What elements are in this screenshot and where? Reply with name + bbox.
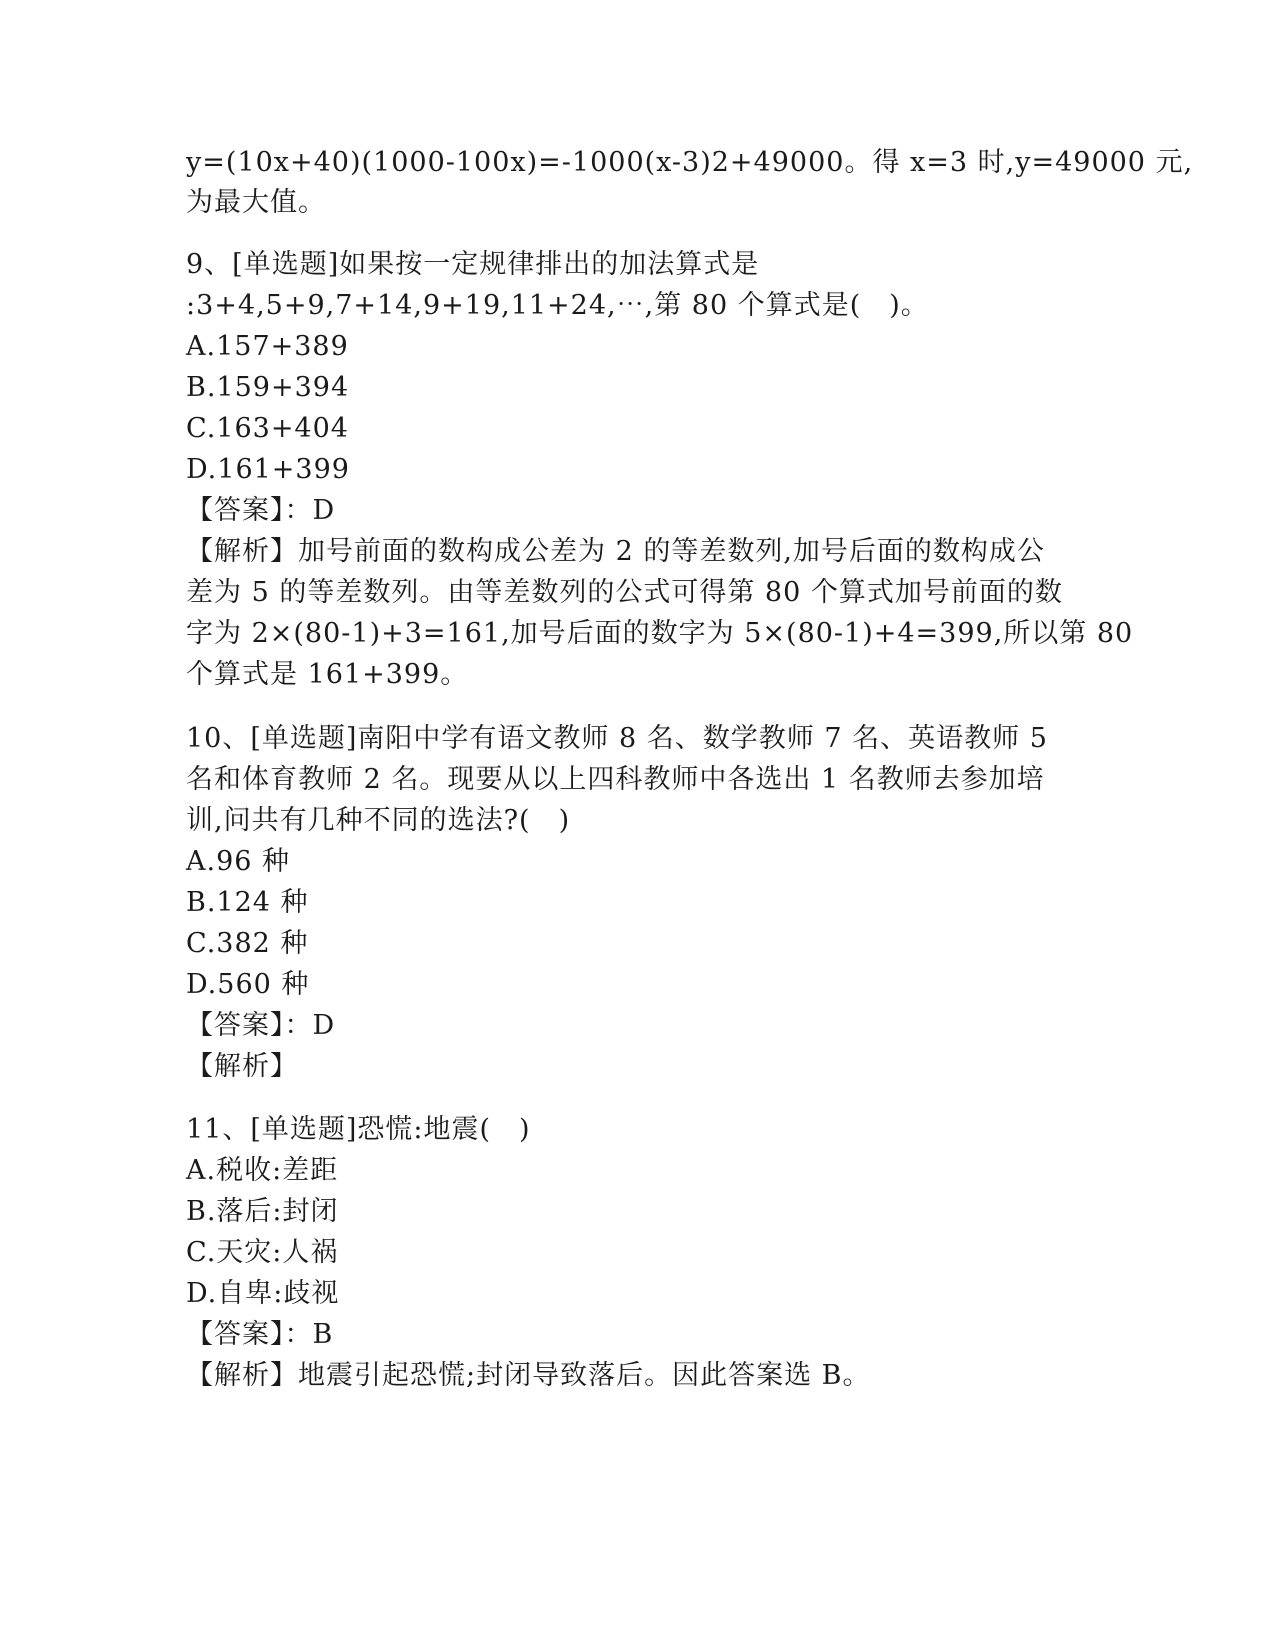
q11-stem: 11、[单选题]恐慌:地震( ) (186, 1114, 531, 1145)
q10-stem-line-3: 训,问共有几种不同的选法?( ) (186, 805, 571, 836)
q11-option-d: D.自卑:歧视 (186, 1278, 340, 1309)
q10-answer: 【答案】：D (186, 1010, 336, 1041)
prev-explanation-line-1: y=(10x+40)(1000-100x)=-1000(x-3)2+49000。得 x=3 时,y=49000 元, (186, 147, 1194, 178)
prev-explanation-line-2: 为最大值。 (186, 187, 326, 218)
q11-answer: 【答案】：B (186, 1319, 334, 1350)
q9-answer: 【答案】：D (186, 495, 336, 526)
q9-option-a: A.157+389 (186, 331, 349, 362)
q9-option-b: B.159+394 (186, 372, 350, 403)
q10-option-c: C.382 种 (186, 928, 309, 959)
q10-analysis: 【解析】 (186, 1051, 298, 1082)
q10-option-a: A.96 种 (186, 846, 291, 877)
q9-analysis-line-2: 差为 5 的等差数列。由等差数列的公式可得第 80 个算式加号前面的数 (186, 577, 1063, 608)
q10-option-b: B.124 种 (186, 887, 309, 918)
q11-option-a: A.税收:差距 (186, 1155, 339, 1186)
q9-analysis-line-3: 字为 2×(80-1)+3=161,加号后面的数字为 5×(80-1)+4=399,所以第 80 (186, 618, 1134, 649)
q11-analysis: 【解析】地震引起恐慌;封闭导致落后。因此答案选 B。 (186, 1360, 871, 1391)
q9-option-d: D.161+399 (186, 454, 350, 485)
q9-analysis-line-4: 个算式是 161+399。 (186, 659, 469, 690)
q9-stem-line-2: :3+4,5+9,7+14,9+19,11+24,⋯,第 80 个算式是( )。 (186, 290, 929, 321)
q11-option-b: B.落后:封闭 (186, 1196, 339, 1227)
q10-option-d: D.560 种 (186, 969, 310, 1000)
q10-stem-line-1: 10、[单选题]南阳中学有语文教师 8 名、数学教师 7 名、英语教师 5 (186, 723, 1048, 754)
q10-stem-line-2: 名和体育教师 2 名。现要从以上四科教师中各选出 1 名教师去参加培 (186, 764, 1045, 795)
q9-option-c: C.163+404 (186, 413, 349, 444)
q11-option-c: C.天灾:人祸 (186, 1237, 339, 1268)
q9-stem-line-1: 9、[单选题]如果按一定规律排出的加法算式是 (186, 249, 760, 280)
q9-analysis-line-1: 【解析】加号前面的数构成公差为 2 的等差数列,加号后面的数构成公 (186, 536, 1045, 567)
